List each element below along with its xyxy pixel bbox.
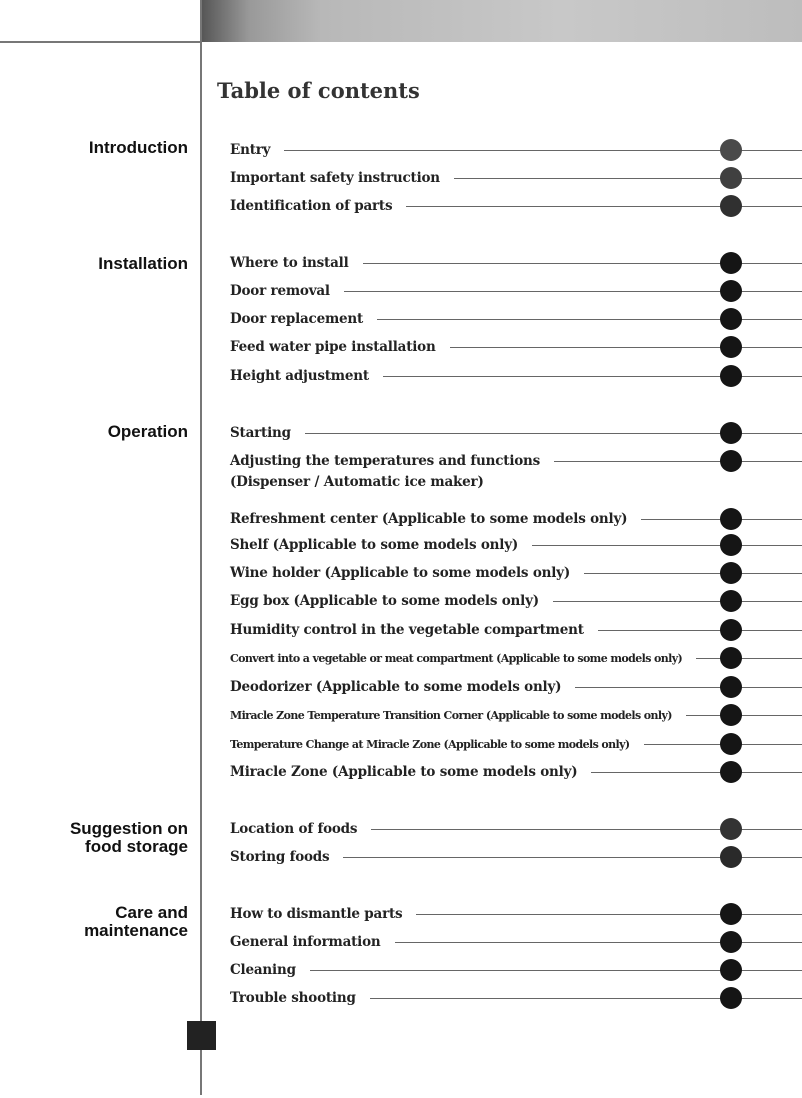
toc-item-label: Cleaning <box>230 962 296 978</box>
toc-item-label: Wine holder (Applicable to some models only) <box>230 565 571 581</box>
toc-item[interactable] <box>230 762 802 782</box>
bullet-dot-icon <box>720 508 742 530</box>
leader-line <box>532 545 802 546</box>
leader-line <box>553 601 802 602</box>
bullet-dot-icon <box>720 450 742 472</box>
section-introduction: Introduction <box>88 138 188 157</box>
toc-item[interactable] <box>230 366 802 386</box>
bullet-dot-icon <box>720 987 742 1009</box>
toc-item-label: Height adjustment <box>230 368 369 384</box>
toc-item-label: Convert into a vegetable or meat compartment (Applicable to some models only) <box>230 651 683 665</box>
toc-item-label: Location of foods <box>230 821 358 837</box>
toc-item-label: Adjusting the temperatures and functions <box>230 453 541 469</box>
toc-item-label: Deodorizer (Applicable to some models only) <box>230 679 562 695</box>
toc-item[interactable] <box>230 960 802 980</box>
toc-item[interactable] <box>230 677 802 697</box>
bullet-dot-icon <box>720 308 742 330</box>
toc-item[interactable] <box>230 168 802 188</box>
section-food-storage <box>70 820 188 856</box>
toc-item-subline: (Dispenser / Automatic ice maker) <box>230 474 484 490</box>
leader-line <box>575 687 802 688</box>
bullet-dot-icon <box>720 534 742 556</box>
toc-item[interactable] <box>230 535 802 555</box>
bullet-dot-icon <box>720 252 742 274</box>
toc-item[interactable] <box>230 591 802 611</box>
toc-item[interactable] <box>230 281 802 301</box>
section-label-line: maintenance <box>84 921 188 940</box>
leader-line <box>454 178 802 179</box>
vertical-divider <box>200 0 202 1095</box>
bullet-dot-icon <box>720 903 742 925</box>
bullet-dot-icon <box>720 761 742 783</box>
leader-line <box>416 914 802 915</box>
toc-item[interactable] <box>230 705 802 725</box>
toc-item-label: How to dismantle parts <box>230 906 403 922</box>
toc-item-label: Shelf (Applicable to some models only) <box>230 537 519 553</box>
toc-item-label: Humidity control in the vegetable compartment <box>230 622 584 638</box>
toc-item[interactable] <box>230 509 802 529</box>
toc-item-label: Feed water pipe installation <box>230 339 436 355</box>
toc-item[interactable] <box>230 337 802 357</box>
leader-line <box>584 573 802 574</box>
bullet-dot-icon <box>720 280 742 302</box>
leader-line <box>598 630 802 631</box>
header-divider <box>0 41 201 43</box>
section-installation: Installation <box>98 254 188 273</box>
bullet-dot-icon <box>720 590 742 612</box>
bullet-dot-icon <box>720 422 742 444</box>
toc-item[interactable] <box>230 140 802 160</box>
bullet-dot-icon <box>720 619 742 641</box>
toc-item-label: Miracle Zone Temperature Transition Corner (Applicable to some models only) <box>230 708 672 722</box>
bullet-dot-icon <box>720 931 742 953</box>
leader-line <box>406 206 802 207</box>
toc-item[interactable] <box>230 451 802 471</box>
bullet-dot-icon <box>720 733 742 755</box>
toc-item[interactable] <box>230 648 802 668</box>
toc-item-label: Temperature Change at Miracle Zone (Applicable to some models only) <box>230 737 630 751</box>
toc-item[interactable] <box>230 620 802 640</box>
toc-item-label: Egg box (Applicable to some models only) <box>230 593 539 609</box>
toc-item-label: Identification of parts <box>230 198 393 214</box>
section-label-line: Suggestion on <box>69 819 188 838</box>
toc-item[interactable] <box>230 196 802 216</box>
leader-line <box>554 461 802 462</box>
bullet-dot-icon <box>720 818 742 840</box>
toc-item[interactable] <box>230 904 802 924</box>
toc-item[interactable] <box>230 423 802 443</box>
toc-item[interactable] <box>230 563 802 583</box>
bullet-dot-icon <box>720 647 742 669</box>
toc-item[interactable] <box>230 988 802 1008</box>
toc-item-label: Storing foods <box>230 849 330 865</box>
page-title: Table of contents <box>217 78 420 103</box>
toc-item-label: Where to install <box>230 255 349 271</box>
section-operation: Operation <box>107 422 188 441</box>
toc-item[interactable] <box>230 309 802 329</box>
toc-item-label: Trouble shooting <box>230 990 356 1006</box>
bullet-dot-icon <box>720 846 742 868</box>
toc-item-label: Important safety instruction <box>230 170 440 186</box>
toc-item-label: Miracle Zone (Applicable to some models only) <box>230 764 578 780</box>
bullet-dot-icon <box>720 704 742 726</box>
toc-item-label: Door removal <box>230 283 330 299</box>
bullet-dot-icon <box>720 167 742 189</box>
toc-item[interactable] <box>230 819 802 839</box>
toc-item-label: General information <box>230 934 381 950</box>
toc-item[interactable] <box>230 734 802 754</box>
bullet-dot-icon <box>720 139 742 161</box>
section-label-line: Care and <box>115 903 188 922</box>
section-care <box>84 904 188 940</box>
header-band <box>201 0 802 42</box>
bullet-dot-icon <box>720 365 742 387</box>
toc-item-label: Door replacement <box>230 311 364 327</box>
leader-line <box>450 347 802 348</box>
leader-line <box>591 772 802 773</box>
bullet-dot-icon <box>720 195 742 217</box>
bullet-dot-icon <box>720 336 742 358</box>
toc-item[interactable] <box>230 253 802 273</box>
page-marker-square <box>187 1021 216 1050</box>
leader-line <box>686 715 802 716</box>
toc-item-label: Entry <box>230 142 271 158</box>
bullet-dot-icon <box>720 562 742 584</box>
toc-item[interactable] <box>230 932 802 952</box>
section-label-line: food storage <box>85 837 188 856</box>
bullet-dot-icon <box>720 959 742 981</box>
leader-line <box>696 658 802 659</box>
toc-item-label: Refreshment center (Applicable to some models only) <box>230 511 628 527</box>
toc-item[interactable] <box>230 847 802 867</box>
toc-item-label: Starting <box>230 425 291 441</box>
bullet-dot-icon <box>720 676 742 698</box>
